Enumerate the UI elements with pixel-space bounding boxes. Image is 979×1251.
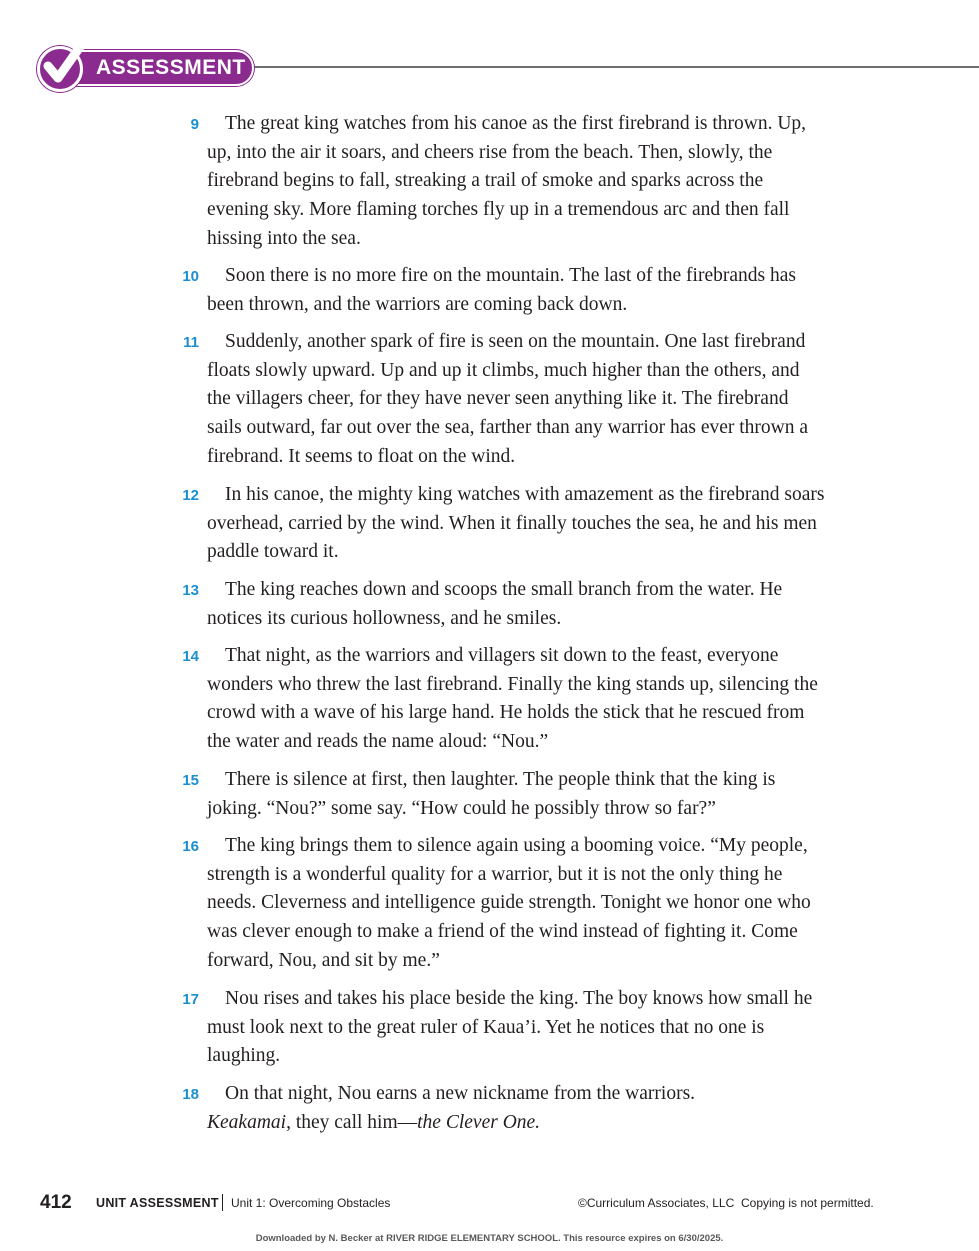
- paragraph-number: 14: [182, 648, 199, 665]
- paragraph-text-start: On that night, Nou earns a new nickname from the warriors.: [225, 1083, 696, 1104]
- paragraph-number: 11: [183, 334, 199, 351]
- paragraph-9: [190, 110, 827, 254]
- paragraph-15: [182, 766, 827, 823]
- paragraph-number: 18: [182, 1086, 199, 1103]
- footer-permission: Copying is not permitted.: [741, 1196, 874, 1210]
- paragraph-number: 9: [190, 116, 199, 133]
- footer-label: UNIT ASSESSMENT: [96, 1196, 219, 1210]
- paragraph-14: [182, 642, 827, 757]
- paragraph-text: There is silence at first, then laughter. The people think that the king is joking. “Nou?” some say. “How could he possibly throw so far?”: [207, 769, 776, 819]
- paragraph-12: [182, 481, 827, 567]
- paragraph-number: 15: [182, 772, 199, 789]
- paragraph-text: The king reaches down and scoops the small branch from the water. He notices its curious hollowness, and he smiles.: [207, 579, 783, 629]
- download-note: Downloaded by N. Becker at RIVER RIDGE ELEMENTARY SCHOOL. This resource expires on 6/30/2025.: [255, 1233, 724, 1244]
- paragraph-16: [182, 832, 827, 976]
- page-number: 412: [40, 1192, 72, 1213]
- footer-copyright: ©Curriculum Associates, LLC: [578, 1196, 735, 1210]
- paragraph-text: Soon there is no more fire on the mountain. The last of the firebrands has been thrown, and the warriors are coming back down.: [207, 265, 796, 315]
- paragraph-text: That night, as the warriors and villagers sit down to the feast, everyone wonders who threw the last firebrand. Finally the king stands up, silencing the crowd with a wave of his large hand. He holds the stick that he rescued from the water and reads the name aloud: “Nou.”: [207, 645, 818, 753]
- paragraph-number: 13: [182, 582, 199, 599]
- page-footer: [0, 1192, 979, 1216]
- footer-unit: Unit 1: Overcoming Obstacles: [231, 1196, 391, 1210]
- paragraph-text: The king brings them to silence again using a booming voice. “My people, strength is a wonderful quality for a warrior, but it is not the only thing he needs. Cleverness and intelligence guide strength. Tonight we honor one who was clever enough to make a friend of the wind instead of fighting it. Come forward, Nou, and sit by me.”: [207, 835, 811, 971]
- paragraph-13: [182, 576, 827, 633]
- paragraph-number: 16: [182, 838, 199, 855]
- paragraph-text: The great king watches from his canoe as the first firebrand is thrown. Up, up, into the air it soars, and cheers rise from the beach. Then, slowly, the firebrand begins to fall, streaking a trail of smoke and sparks across the evening sky. More flaming torches fly up in a tremendous arc and then fall hissing into the sea.: [207, 113, 807, 249]
- paragraph-text-mid: , they call him—: [286, 1111, 418, 1133]
- nickname-translation-italic: the Clever One.: [417, 1111, 541, 1133]
- checkmark-icon: [38, 38, 90, 90]
- paragraph-text: Nou rises and takes his place beside the king. The boy knows how small he must look next to the great ruler of Kaua’i. Yet he notices that no one is laughing.: [207, 988, 813, 1067]
- paragraph-17: [182, 985, 827, 1071]
- paragraph-text: Suddenly, another spark of fire is seen on the mountain. One last firebrand floats slowly upward. Up and up it climbs, much higher than the others, and the villagers cheer, for they have never seen anything like it. The firebrand sails outward, far out over the sea, farther than any warrior has ever thrown a firebrand. It seems to float on the wind.: [207, 331, 809, 467]
- paragraph-10: [182, 262, 827, 319]
- assessment-label: ASSESSMENT: [96, 56, 246, 79]
- paragraph-11: [183, 328, 827, 472]
- nickname-italic: Keakamai: [207, 1111, 287, 1133]
- paragraph-number: 10: [182, 268, 199, 285]
- paragraph-number: 12: [182, 487, 199, 504]
- header-rule: [240, 66, 979, 68]
- paragraph-number: 17: [182, 991, 199, 1008]
- paragraph-text: In his canoe, the mighty king watches with amazement as the firebrand soars overhead, carried by the wind. When it finally touches the sea, he and his men paddle toward it.: [207, 484, 825, 563]
- paragraph-text: [207, 1080, 827, 1137]
- paragraph-18: [182, 1080, 827, 1137]
- footer-divider: [222, 1194, 223, 1211]
